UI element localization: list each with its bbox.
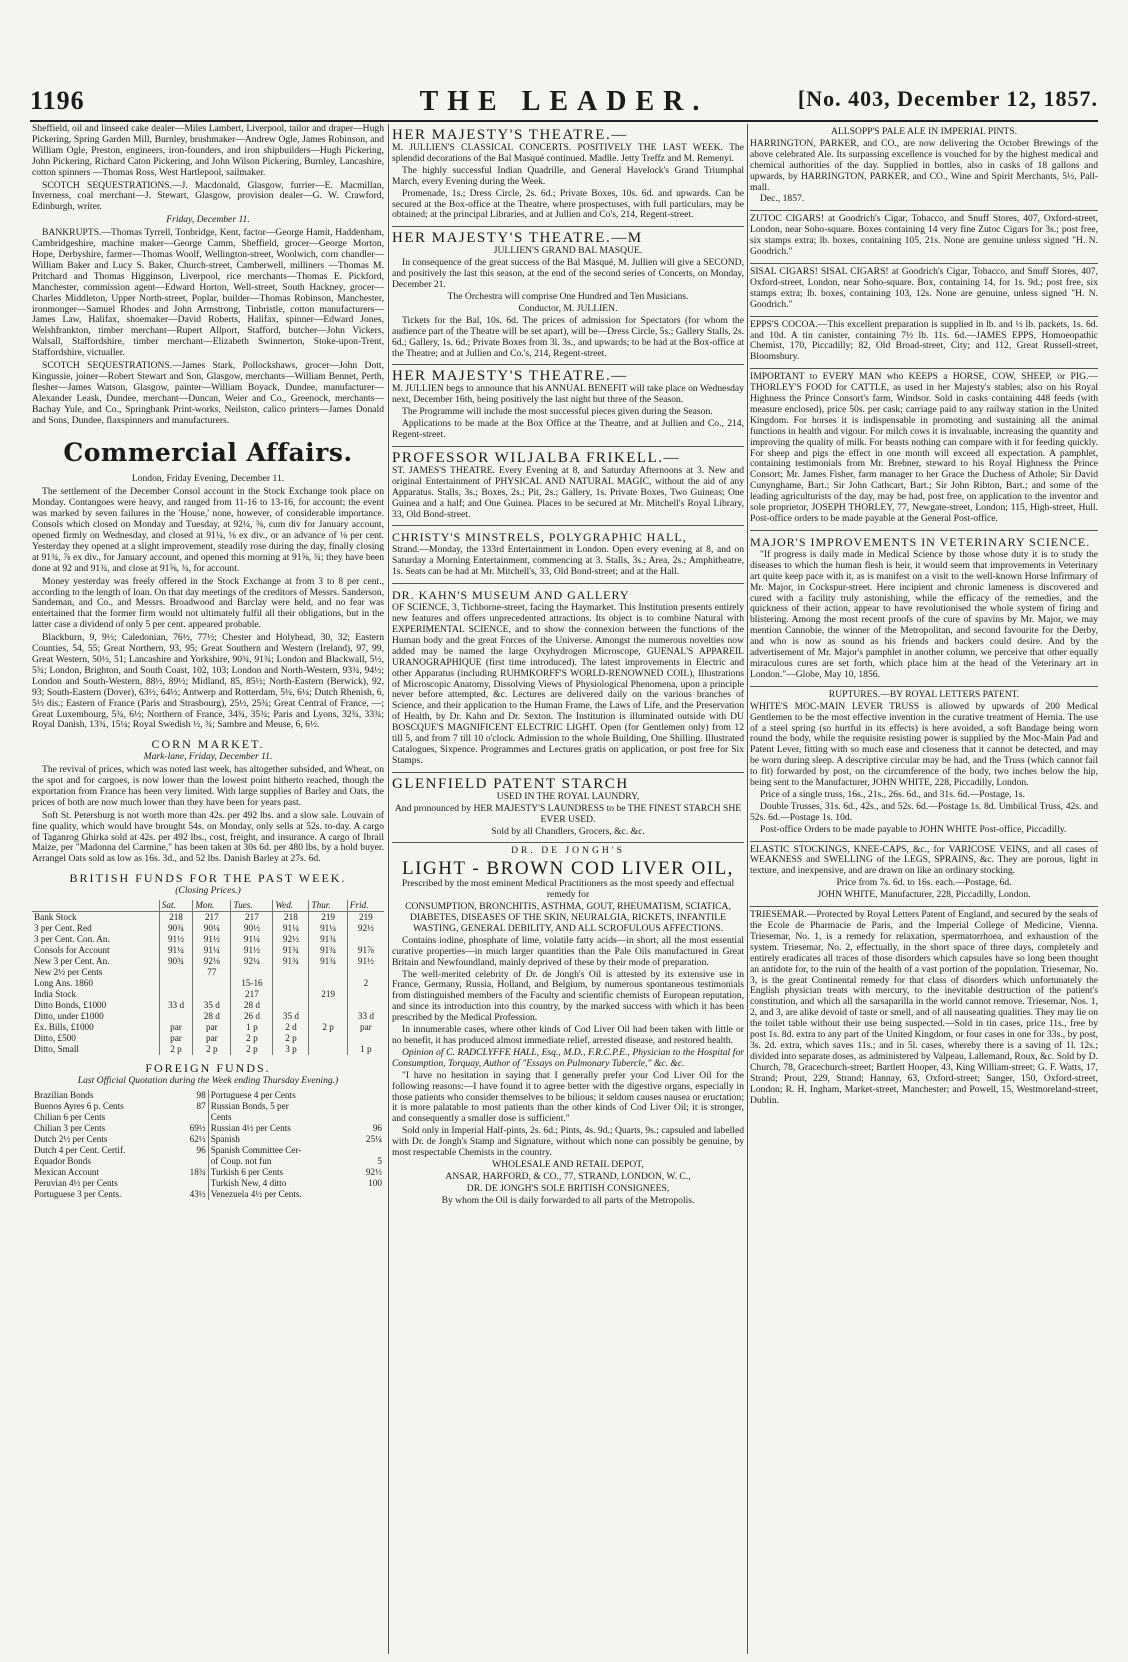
- foreign-fund-price: 25¼: [365, 1133, 382, 1144]
- scotch-sequestrations: SCOTCH SEQUESTRATIONS.—J. Macdonald, Glasgow, furrier—E. Macmillan, Inverness, coal merchant—J. Stewart, Glasgow, provision dealer—G. W. Crawford, Edinburgh, writer.: [32, 179, 384, 213]
- fund-name: Bank Stock: [34, 912, 77, 923]
- fund-name: Ditto, Small: [34, 1044, 79, 1055]
- ad-closing: By whom the Oil is daily forwarded to all parts of the Metropolis.: [441, 1194, 695, 1206]
- ad-body: WHITE'S MOC-MAIN LEVER TRUSS is allowed by upwards of 200 Medical Gentlemen to be the most effective invention in the curative treatment of Hernia. The use of a steel spring (so hurtful in its effects) is here avoided, a soft Bandage being worn round the body, while the requisite resisting power is supplied by the Moc-Main Pad and Patent Lever, fitting with so much ease and closeness that it cannot be detected, and may be worn during sleep. A descriptive circular may be had, and the Truss (which cannot fail to fit) forwarded by post, on the circumference of the body, two inches below the hip, being sent to the Manufacturer, JOHN WHITE, 228, Piccadilly, London.: [750, 700, 1098, 789]
- fund-price: [309, 1044, 347, 1055]
- fund-price: [193, 989, 231, 1000]
- fund-price: 2 d: [273, 1022, 309, 1033]
- fund-price: [347, 1033, 384, 1044]
- fund-price: 217: [231, 989, 273, 1000]
- ad-maker: JOHN WHITE, Manufacturer, 228, Piccadilly, London.: [817, 889, 1031, 901]
- fund-price: 91¾: [309, 945, 347, 956]
- ad-title: HER MAJESTY'S THEATRE.—: [392, 368, 628, 385]
- ad-price: Price of a single truss, 16s., 21s., 26s. 6d., and 31s. 6d.—Postage, 1s.: [760, 788, 1025, 800]
- fund-name: India Stock: [34, 989, 77, 1000]
- ad-allsopps-ale: [750, 124, 1098, 211]
- fund-price: 219: [309, 989, 347, 1000]
- ad-subtitle: JULLIEN'S GRAND BAL MASQUE.: [493, 245, 643, 257]
- scotch-sequestrations-2: SCOTCH SEQUESTRATIONS.—James Stark, Pollockshaws, grocer—John Dott, Kingussie, joiner—Robert Stewart and Son, Glasgow, merchants—William Bennet, Perth, flesher—James Watson, Glasgow, painter—William Boyack, Dundee, manufacturer—Alexander Leask, Dundee, merchant—Duncan, Weier and Co., Greenock, merchants—Bachay Yule, and Co., Springbank Print-works, Neilston, calico printers—James Donald and Sons, Dundee, flaxspinners and manufacturers.: [32, 360, 384, 426]
- commercial-paragraph: The settlement of the December Consol account in the Stock Exchange took place on Monday. Contangoes were heavy, and ranged from 11-16 to 13-16, for account; the event was marked by seven failures in the 'House,' none, however, of considerable importance. Consols which closed on Monday and Tuesday, at 92¼, ⅜, cum div for January account, opened firmly on Wednesday, and closed at 91¼, ⅛ ex div., or an advance of ⅛ per cent. Yesterday they opened at a slight improvement, steadily rose during the day, finally closing at 91¾, ⅞ ex div., for January account, and opened this morning at 91⅝, ¾; they have been done at 92 and 91¾, and close at 91⅝, ¾, for account.: [32, 486, 384, 574]
- foreign-fund-price: 43½: [177, 1189, 208, 1200]
- fund-price: 91¾: [309, 934, 347, 945]
- fund-price: 33 d: [159, 1000, 192, 1011]
- fund-price: 90½: [231, 923, 273, 934]
- fund-price: [273, 989, 309, 1000]
- ad-body: ELASTIC STOCKINGS, KNEE-CAPS, &c., for VARICOSE VEINS, and all cases of WEAKNESS and SWELLING of the LEGS, SPRAINS, &c. They are porous, light in texture, and inexpensive, and are drawn on like an ordinary stocking.: [750, 843, 1098, 877]
- ad-body: Strand.—Monday, the 133rd Entertainment in London. Open every evening at 8, and on Saturday a Morning Entertainment, commencing at 3. Stalls, 3s.; Area, 2s.; Amphitheatre, 1s. Seats can be had at Mr. Mitchell's, 33, Old Bond-street; and at the Hall.: [392, 544, 744, 578]
- fund-price: 92½: [347, 923, 384, 934]
- foreign-fund-price: 69½: [177, 1123, 208, 1134]
- fund-price: 91¼: [159, 945, 192, 956]
- funds-column-header: Thur.: [309, 900, 347, 912]
- fund-price: par: [159, 1022, 192, 1033]
- foreign-fund-row: [32, 1090, 384, 1101]
- fund-price: [273, 1000, 309, 1011]
- fund-price: [309, 1000, 347, 1011]
- fund-price: 92¼: [231, 956, 273, 967]
- ad-body: And pronounced by HER MAJESTY'S LAUNDRESS to be THE FINEST STARCH SHE EVER USED.: [394, 802, 742, 825]
- foreign-fund-price: [353, 1101, 384, 1112]
- foreign-funds-subheading: Last Official Quotation during the Week ending Thursday Evening.): [77, 1075, 339, 1086]
- foreign-fund-price: [177, 1156, 208, 1167]
- fund-price: 91½: [193, 934, 231, 945]
- fund-price: 2 p: [159, 1044, 192, 1055]
- foreign-funds-heading: FOREIGN FUNDS.: [145, 1061, 271, 1076]
- funds-row: [32, 956, 384, 967]
- fund-price: par: [193, 1022, 231, 1033]
- ad-orders: Post-office Orders to be made payable to JOHN WHITE Post-office, Piccadilly.: [760, 823, 1067, 835]
- ad-body: In innumerable cases, where other kinds of Cod Liver Oil had been taken with little or no benefit, it has produced almost immediate relief, arrested disease, and restored health.: [392, 1024, 744, 1046]
- ad-body: ZUTOC CIGARS! at Goodrich's Cigar, Tobacco, and Snuff Stores, 407, Oxford-street, London, near Soho-square. Boxes containing 14 very fine Zutoc Cigars for 3s.; post free, six stamps extra; lb. boxes, containing 105, 21s. None are genuine unless signed "H. N. Goodrich.": [750, 213, 1098, 258]
- ad-ailments: CONSUMPTION, BRONCHITIS, ASTHMA, GOUT, RHEUMATISM, SCIATICA, DIABETES, DISEASES OF THE SKIN, NEURALGIA, RICKETS, INFANTILE WASTING, GENERAL DEBILITY, AND ALL SCROFULOUS AFFECTIONS.: [405, 901, 731, 934]
- foreign-fund-price: 18¾: [177, 1167, 208, 1178]
- masthead: [30, 86, 1098, 120]
- fund-name: Consols for Account: [34, 945, 110, 956]
- foreign-fund-name: of Coup. not fun: [210, 1155, 272, 1166]
- commercial-affairs-heading: Commercial Affairs.: [63, 438, 353, 468]
- railway-quotes: Blackburn, 9, 9½; Caledonian, 76½, 77½; Chester and Holyhead, 30, 32; Eastern Counties, 54, 55; Great Northern, 93, 95; Great Southern and Western (Ireland), 97, 99, Great Western, 50½, 51; Lancashire and Yorkshire, 90¾, 91¾; London and Blackwall, 5½, 5¾; London, Brighton, and South Coast, 102, 103; London and North-Western, 93¾, 94½; London and South-Western, 88½, 89½; Midland, 85, 85½; North-Eastern (Berwick), 92, 93; South-Eastern (Dover), 63½, 64½; Antwerp and Rotterdam, 5¼, 6¼; Dutch Rhenish, 6, 5½ dis.; Eastern of France (Paris and Strasbourg), 25½, 25¾; Great Central of France, —; Great Luxembourg, 5¾, 6½; Northern of France, 34¾, 35¾; Paris and Lyons, 32¾, 33¾; Royal Danish, 13¾, 15¼; Royal Swedish ½, ¾; Sambre and Meuse, 6, 6½.: [32, 632, 384, 731]
- ad-title: HER MAJESTY'S THEATRE.—: [392, 127, 628, 143]
- fund-price: 26 d: [231, 1011, 273, 1022]
- ad-de-jongh-oil: [392, 843, 744, 1211]
- ad-body: EPPS'S COCOA.—This excellent preparation is supplied in lb. and ½ lb. packets, 1s. 6d. and 10d. A tin canister, containing 7½ lb. 11s. 6d.—JAMES EPPS, Homoeopathic Chemist, 170, Piccadilly; 82, Old Broad-street, City; and 112, Great Russell-street, Bloomsbury.: [750, 318, 1098, 363]
- fund-price: 1 p: [231, 1022, 273, 1033]
- fund-price: 2 p: [309, 1022, 347, 1033]
- foreign-fund-name: Portuguese 3 per Cents.: [34, 1188, 122, 1199]
- fund-price: [347, 934, 384, 945]
- ad-depot: WHOLESALE AND RETAIL DEPOT,: [492, 1158, 644, 1170]
- fund-price: 91¼: [309, 923, 347, 934]
- foreign-fund-name: Russian Bonds, 5 per: [210, 1100, 289, 1111]
- ad-price: Double Trusses, 31s. 6d., 42s., and 52s. 6d.—Postage 1s. 8d. Umbilical Truss, 42s. and 52s. 6d.—Postage 1s. 10d.: [750, 800, 1098, 823]
- ad-price: Price from 7s. 6d. to 16s. each.—Postage, 6d.: [836, 877, 1012, 889]
- ad-body: The highly successful Indian Quadrille, and General Havelock's Grand Triumphal March, every Evening during the Week.: [392, 164, 744, 187]
- bankrupt-list-continued: Sheffield, oil and linseed cake dealer—Miles Lambert, Liverpool, tailor and draper—Hugh Pickering, Spring Garden Mill, Burnley, brushmaker—Andrew Ogle, James Robinson, and William Ogle, Preston, engineers, iron-founders, and iron shipbuilders—Hugh Pickering, John Pickering, Richard Caton Pickering, and John Wilson Pickering, Burnley, Lancashire, cotton spinners —Thomas Ross, West Hartlepool, sailmaker.: [32, 124, 384, 178]
- foreign-fund-row: [32, 1178, 384, 1189]
- corn-paragraph: The revival of prices, which was noted last week, has altogether subsided, and Wheat, on the spot and for cargoes, is now lower than the lowest point hitherto reached, though the exportation from France has been very limited. With large supplies of Barley and Oats, the prices of both are now much lower than they have been for years past.: [32, 764, 384, 808]
- fund-price: 28 d: [193, 1011, 231, 1022]
- fund-price: [273, 967, 309, 978]
- foreign-fund-price: [353, 1112, 384, 1123]
- foreign-fund-name: Mexican Account: [34, 1166, 100, 1177]
- fund-name: 3 per Cent. Red: [34, 923, 92, 934]
- foreign-fund-row: [32, 1145, 384, 1156]
- ad-kahns-museum: [392, 584, 744, 773]
- ad-body: Contains iodine, phosphate of lime, volatile fatty acids—in short, all the most essential curative properties—in much larger quantities than the Pale Oils manufactured in Great Britain and Newfoundland, mainly deprived of these by their mode of preparation.: [392, 934, 744, 968]
- fund-price: 91¾: [273, 945, 309, 956]
- ad-christys-minstrels: [392, 526, 744, 584]
- fund-price: 90¾: [159, 956, 192, 967]
- newspaper-title: THE LEADER.: [419, 86, 709, 117]
- fund-price: [159, 967, 192, 978]
- foreign-fund-row: [32, 1123, 384, 1134]
- foreign-fund-price: [353, 1189, 384, 1200]
- fund-price: [347, 989, 384, 1000]
- fund-price: [309, 978, 347, 989]
- funds-column-header: Sat.: [159, 900, 192, 912]
- fund-price: 91¼: [231, 934, 273, 945]
- ad-conductor: Conductor, M. JULLIEN.: [518, 302, 618, 314]
- fund-name: Ditto Bonds, £1000: [34, 1000, 107, 1011]
- foreign-fund-price: 87: [177, 1101, 208, 1112]
- fund-price: 33 d: [347, 1011, 384, 1022]
- foreign-fund-row: [32, 1101, 384, 1112]
- fund-price: 91¼: [273, 923, 309, 934]
- fund-price: 2: [347, 978, 384, 989]
- fund-price: 1 p: [347, 1044, 384, 1055]
- ad-title: CHRISTY'S MINSTRELS, POLYGRAPHIC HALL,: [392, 530, 687, 545]
- column-divider: [388, 124, 389, 1654]
- fund-price: 92½: [273, 934, 309, 945]
- fund-price: 91½: [159, 934, 192, 945]
- corn-market-heading: CORN MARKET.: [151, 737, 265, 752]
- foreign-fund-name: Cents: [210, 1111, 232, 1122]
- column-divider: [747, 124, 748, 1654]
- ad-subtitle: USED IN THE ROYAL LAUNDRY,: [496, 790, 640, 802]
- foreign-fund-price: 5: [377, 1155, 382, 1166]
- funds-column-header: Tues.: [231, 900, 273, 912]
- ad-title: HER MAJESTY'S THEATRE.—M: [392, 230, 643, 247]
- funds-row: [32, 945, 384, 956]
- foreign-fund-name: Peruvian 4½ per Cents: [34, 1177, 118, 1188]
- ad-headline: LIGHT - BROWN COD LIVER OIL,: [402, 858, 734, 880]
- ad-body: SISAL CIGARS! SISAL CIGARS! at Goodrich's Cigar, Tobacco, and Snuff Stores, 407, Oxford-street, London, near Soho-square. Box, containing 14, for 1s. 9d.; post free, six stamps extra; lb. boxes, containing 103, 12s. None are genuine, unless signed "H. N. Goodrich.": [750, 265, 1098, 310]
- fund-price: 35 d: [193, 1000, 231, 1011]
- fund-price: [309, 1011, 347, 1022]
- funds-row: [32, 1000, 384, 1011]
- foreign-fund-price: 92½: [365, 1166, 382, 1177]
- ad-title: GLENFIELD PATENT STARCH: [392, 775, 629, 792]
- fund-price: 3 p: [273, 1044, 309, 1055]
- foreign-fund-price: 98: [177, 1090, 208, 1101]
- fund-price: par: [159, 1033, 192, 1044]
- ad-title: MAJOR'S IMPROVEMENTS IN VETERINARY SCIENCE.: [750, 534, 1091, 549]
- page-number: 1196: [30, 86, 85, 115]
- ad-body: OF SCIENCE, 3, Tichborne-street, facing the Haymarket. This Institution presents entirely new features and offers unprecedented attractions. Its object is to combine Natural with EXPERIMENTAL SCIENCE, and to show the connexion between the functions of the Human body and the great Forces of the Universe. Amongst the numerous novelties now added may be named the large Oxyhydrogen Microscope, GUENAL'S APPAREIL URANOGRAPHIQUE (first time introduced). The latest improvements in Electric and other Apparatus (including RUHMKORFF'S WORLD-RENOWNED COIL), Illustrations of Microscopic Anatomy, Dissolving Views of Physiological Phenomena, upon a principle never before attempted, &c. Lectures are delivered daily on the various branches of Science, and their application to the Human Frame, the Laws of Life, and the Preservation of Health, by Dr. Kahn and Dr. Sexton. The Institution is illuminated outside with DU BOSCQUE'S MAGNIFICENT ELECTRIC LIGHT. Open (for Gentlemen only) from 12 till 5, and from 7 till 10 o'clock. Admission to the whole Building, One Shilling. Illustrated Catalogues, Sixpence. Programmes and Lectures gratis on application, or post free for Six Stamps.: [392, 602, 744, 766]
- foreign-fund-price: [353, 1090, 384, 1101]
- ad-body: In consequence of the great success of the Bal Masqué, M. Jullien will give a SECOND, and positively the last this season, at the end of the second series of Concerts, on Monday, December 21.: [392, 257, 744, 291]
- foreign-fund-price: 100: [368, 1177, 382, 1188]
- ad-bal-masque: [392, 227, 744, 365]
- ad-body: The Programme will include the most successful pieces given during the Season.: [402, 406, 713, 418]
- funds-row: [32, 934, 384, 945]
- masthead-rule: [30, 120, 1098, 122]
- foreign-fund-price: 96: [177, 1145, 208, 1156]
- fund-price: 2 p: [193, 1044, 231, 1055]
- foreign-fund-price: [353, 1145, 384, 1156]
- funds-row: [32, 1044, 384, 1055]
- ad-body: Sold by all Chandlers, Grocers, &c. &c.: [491, 825, 645, 837]
- funds-column-header: Wed.: [273, 900, 309, 912]
- fund-price: 2 p: [231, 1033, 273, 1044]
- ad-body: IMPORTANT to EVERY MAN who KEEPS a HORSE, COW, SHEEP, or PIG.—THORLEY'S FOOD for CATTLE, as used in her Majesty's stables; also on his Royal Highness the Prince Consort's farm, Windsor. Sold in casks containing 448 feeds (with measure enclosed), price 50s. per cask; carriage paid to any railway station in the United Kingdom. For horses it is indispensable in promoting and sustaining all the animal functions in health and vigour. For milch cows it is invaluable, increasing the quantity and improving the quality of milk. For beasts nothing can compare with it for feeding quickly. For sheep and pigs the effect in one month will exceed all expectation. A pamphlet, containing testimonials from Mr. Brebner, steward to his Royal Highness the Prince Consort; Mr. James Fisher, farm manager to her Grace the Duchess of Athole; Sir David Cunynghame, Bart.; Sir John Cathcart, Bart.; Sir John Ribton, Bart.; and some of the leading agriculturists of the day, may be had, post free, on application to the inventor and sole proprietor, JOSEPH THORLEY, 77, Newgate-street, London; 115, High-street, Hull. Post-office orders to be made payable at the General Post-office.: [750, 371, 1098, 524]
- commercial-paragraph: Money yesterday was freely offered in the Stock Exchange at from 3 to 8 per cent., according to the length of loan. On that day meetings of the creditors of Messrs. Sanderson, Sandeman, and Co., and Messrs. Broadwood and Barclay were held, and no fear was entertained that the former firm would not ultimately fulfil all their obligations, but in the latter case a dividend of only 5 per cent. appeared probable.: [32, 575, 384, 631]
- british-funds-table: [32, 900, 384, 1055]
- fund-price: 35 d: [273, 1011, 309, 1022]
- foreign-fund-name: Dutch 2½ per Cents: [34, 1133, 108, 1144]
- fund-price: [309, 1033, 347, 1044]
- ad-subtitle: M. JULLIEN'S CLASSICAL CONCERTS. POSITIVELY THE LAST WEEK. The splendid decorations of the Bal Masqué continued. Madlle. Jetty Treffz and M. Remenyi.: [392, 142, 744, 164]
- ad-body: M. JULLIEN begs to announce that his ANNUAL BENEFIT will take place on Wednesday next, December 16th, being positively the last night but three of the Season.: [392, 383, 744, 406]
- ad-title: DR. KAHN'S MUSEUM AND GALLERY: [392, 588, 630, 603]
- foreign-fund-name: Venezuela 4½ per Cents.: [210, 1188, 302, 1199]
- ad-white-truss: [750, 687, 1098, 842]
- ad-body: TRIESEMAR.—Protected by Royal Letters Patent of England, and secured by the seals of the Ecole de Pharmacie de Paris, and the Imperial College of Medicine, Vienna. Triesemar, No. 1, is a remedy for relaxation, spermatorrhoea, and exhaustion of the system. Triesemar, No. 2, effectually, in the short space of three days, completely and entirely eradicates all traces of those disorders which capsules have so long been thought an antidote for, to the ruin of the health of a vast portion of the population. Triesemar, No. 3, is the great Continental remedy for that class of disorders which unfortunately the English physician treats with mercury, to the inevitable destruction of the patient's constitution, and which all the sarsaparilla in the world cannot remove. Triesemar, Nos. 1, 2, and 3, are alike devoid of taste or smell, and of all nauseating qualities. They may lie on the toilet table without their use being suspected.—Sold in tin cases, price 11s., free by post 1s. 8d. extra to any part of the United Kingdom, or four cases in one for 33s., by post, 3s. 2d. extra, which saves 11s.; and in 5l. cases, whereby there is a saving of 1l. 12s.; divided into separate doses, as administered by Valpeau, Lallemand, Roux, &c. Sold by D. Church, 78, Gracechurch-street; Bartlett Hooper, 43, King William-street; G. F. Watts, 17, Strand; Prout, 229, Strand; Hannay, 63, Oxford-street; Sanger, 150, Oxford-street, London; R. H. Ingham, Market-street, Manchester; and Powell, 15, Westmoreland-street, Dublin.: [750, 909, 1098, 1106]
- funds-column-header: [32, 900, 159, 912]
- fund-price: [231, 967, 273, 978]
- fund-price: 91¾: [309, 956, 347, 967]
- fund-name: 3 per Cent. Con. An.: [34, 934, 110, 945]
- ad-subtitle: Prescribed by the most eminent Medical Practitioners as the most speedy and effectual remedy for: [401, 878, 735, 901]
- ad-body: The Orchestra will comprise One Hundred and Ten Musicians.: [447, 290, 689, 302]
- fund-price: 15-16: [231, 978, 273, 989]
- foreign-funds-table: [32, 1090, 384, 1200]
- fund-price: 218: [273, 912, 309, 924]
- foreign-fund-price: 62½: [177, 1134, 208, 1145]
- fund-price: 218: [159, 912, 192, 924]
- fund-name: Ex. Bills, £1000: [34, 1022, 94, 1033]
- fund-name: New 3 per Cent. An.: [34, 956, 110, 967]
- fund-price: 217: [231, 912, 273, 924]
- fund-price: par: [193, 1033, 231, 1044]
- fund-price: 219: [309, 912, 347, 924]
- funds-row: [32, 1033, 384, 1044]
- ad-opinion: Opinion of C. RADCLYFFE HALL, Esq., M.D., F.R.C.P.E., Physician to the Hospital for Consumption, Torquay, Author of "Essays on Pulmonary Tubercle," &c. &c.: [392, 1046, 744, 1069]
- ad-body: Sold only in Imperial Half-pints, 2s. 6d.; Pints, 4s. 9d.; Quarts, 9s.; capsuled and labelled with Dr. de Jongh's Stamp and Signature, without which none can possibly be genuine, by most respectable Chemists in the country.: [392, 1125, 744, 1159]
- fund-price: 92⅛: [193, 956, 231, 967]
- foreign-fund-name: Chilian 6 per Cents: [34, 1111, 106, 1122]
- ad-zutoc-cigars: [750, 211, 1098, 264]
- ad-her-majestys-concerts: [392, 124, 744, 227]
- issue-date: [No. 403, December 12, 1857.: [797, 86, 1098, 111]
- ad-body: HARRINGTON, PARKER, and CO., are now delivering the October Brewings of the above celebrated Ale. Its surpassing excellence is vouched for by the highest medical and chemical authorities of the day. Supplied in bottles, also in casks of 18 gallons and upwards, by HARRINGTON, PARKER, and CO., Wine and Spirit Merchants, 5½, Pall-mall.: [750, 137, 1098, 193]
- ad-professor-frikell: [392, 447, 744, 527]
- foreign-fund-name: Chilian 3 per Cents: [34, 1122, 106, 1133]
- date-subheading: Friday, December 11.: [166, 214, 250, 226]
- ad-epps-cocoa: [750, 317, 1098, 370]
- ad-glenfield-starch: [392, 773, 744, 844]
- ad-triesemar: [750, 907, 1098, 1111]
- foreign-fund-row: [32, 1134, 384, 1145]
- corn-date: Mark-lane, Friday, December 11.: [143, 751, 273, 763]
- fund-price: [347, 1000, 384, 1011]
- fund-price: 219: [347, 912, 384, 924]
- funds-row: [32, 1011, 384, 1022]
- column-1: [32, 124, 384, 1654]
- fund-price: [193, 978, 231, 989]
- foreign-fund-row: [32, 1189, 384, 1200]
- foreign-fund-name: Brazilian Bonds: [34, 1089, 94, 1100]
- funds-row: [32, 912, 384, 924]
- foreign-fund-price: [177, 1178, 208, 1189]
- foreign-fund-name: Turkish New, 4 ditto: [210, 1177, 287, 1188]
- fund-price: 217: [193, 912, 231, 924]
- fund-name: Ditto, under £1000: [34, 1011, 104, 1022]
- fund-price: 91¼: [193, 945, 231, 956]
- ad-title: DR. DE JONGH'S: [511, 845, 625, 857]
- fund-price: [159, 1011, 192, 1022]
- funds-row: [32, 978, 384, 989]
- ad-date: Dec., 1857.: [760, 193, 805, 205]
- foreign-fund-name: Spanish: [210, 1133, 240, 1144]
- ad-body: The well-merited celebrity of Dr. de Jongh's Oil is attested by its extensive use in France, Germany, Russia, Holland, and Belgium, by numerous spontaneous testimonials from distinguished members of the Faculty and scientific chemists of European reputation, and since its introduction into this country, by the marked success with which it has been prescribed by the Medical Profession.: [392, 968, 744, 1024]
- ad-title: ALLSOPP'S PALE ALE IN IMPERIAL PINTS.: [831, 126, 1017, 137]
- ad-body: Promenade, 1s.; Dress Circle, 2s. 6d.; Private Boxes, 10s. 6d. and upwards. Can be secured at the Box-office at the Theatre, where prospectuses, with full particulars, may be obtained; at the principal Libraries, and at Jullien and Co's, 214, Regent-street.: [392, 187, 744, 221]
- fund-price: 91¾: [273, 956, 309, 967]
- ad-body: Tickets for the Bal, 10s. 6d. The prices of admission for Spectators (for whom the audience part of the Theatre will be set apart), will be—Dress Circle, 5s.; Gallery Stalls, 2s. 6d.; Gallery, 1s. 6d.; Private Boxes from 3l. 3s., and upwards; to be had at the Box-office at the Theatre; and at Jullien and Co.'s, 214, Regent-street.: [392, 314, 744, 359]
- fund-name: New 2½ per Cents: [34, 967, 103, 978]
- column-3: [750, 124, 1098, 1654]
- fund-price: [273, 978, 309, 989]
- british-funds-subheading: (Closing Prices.): [175, 885, 241, 897]
- funds-column-header: Mon.: [193, 900, 231, 912]
- foreign-fund-row: [32, 1112, 384, 1123]
- fund-name: Ditto, £500: [34, 1033, 76, 1044]
- ad-quote: "I have no hesitation in saying that I generally prefer your Cod Liver Oil for the following reasons:—I have found it to agree better with the digestive organs, especially in those patients who consider themselves to be bilious; it seldom causes nausea or eructation; it is more palatable to most patients than the other kinds of Cod Liver Oil; it is stronger, and consequently a smaller dose is sufficient.": [392, 1069, 744, 1125]
- fund-name: Long Ans. 1860: [34, 978, 93, 989]
- ad-title: RUPTURES.—BY ROYAL LETTERS PATENT.: [828, 688, 1020, 700]
- ad-body: ST. JAMES'S THEATRE. Every Evening at 8, and Saturday Afternoons at 3. New and original Entertainment of PHYSICAL AND NATURAL MAGIC, without the aid of any Apparatus. Stalls, 3s.; Boxes, 2s.; Pit, 2s.; Gallery, 1s. Private Boxes, Two Guineas; One Guinea and a half; and One Guinea. Places to be secured at Mr. Mitchell's Royal Library, 33, Old Bond-street.: [392, 464, 744, 520]
- dateline: London, Friday Evening, December 11.: [131, 473, 285, 485]
- foreign-fund-name: Equador Bonds: [34, 1155, 91, 1166]
- foreign-fund-price: 96: [372, 1122, 382, 1133]
- fund-price: par: [347, 1022, 384, 1033]
- foreign-fund-name: Portuguese 4 per Cents: [210, 1089, 296, 1100]
- fund-price: 91⅞: [347, 945, 384, 956]
- fund-price: 90¼: [193, 923, 231, 934]
- funds-row: [32, 967, 384, 978]
- fund-price: [309, 967, 347, 978]
- foreign-fund-name: Buenos Ayres 6 p. Cents: [34, 1100, 124, 1111]
- foreign-fund-price: [177, 1112, 208, 1123]
- ad-elastic-stockings: [750, 842, 1098, 908]
- foreign-fund-row: [32, 1156, 384, 1167]
- fund-price: 90¾: [159, 923, 192, 934]
- foreign-fund-name: Spanish Committee Cer-: [210, 1144, 302, 1155]
- fund-price: 91½: [347, 956, 384, 967]
- funds-row: [32, 923, 384, 934]
- fund-price: 28 d: [231, 1000, 273, 1011]
- fund-price: [159, 989, 192, 1000]
- fund-price: [159, 978, 192, 989]
- foreign-fund-name: Dutch 4 per Cent. Certif.: [34, 1144, 126, 1155]
- ad-body: "If progress is daily made in Medical Science by those whose duty it is to study the diseases to which the human flesh is heir, it would seem that improvements in Veterinary art quite keep pace with it, as is manifest on a visit to the well-known Horse Infirmary of Mr. Major, in Cockspur-street. Here incipient and chronic lameness is discovered and cured with a facility truly astonishing, while the efficacy of the remedies, and the quickness of their action, appear to have revolutionised the whole system of firing and blistering. Among the most recent proofs of the cure of spavins by Mr. Major, we may mention Cannobie, the winner of the Metropolitan, and second favourite for the Derby, and who is now as sound as his friends and backers could desire. And by the advertisement of Mr. Major's pamphlet in another column, we perceive that other equally miraculous cures are set forth, which place him at the head of the Veterinary art in London."—Globe, May 10, 1856.: [750, 548, 1098, 680]
- foreign-fund-name: Turkish 6 per Cents: [210, 1166, 284, 1177]
- ad-thorley-cattle-food: [750, 369, 1098, 531]
- corn-paragraph: Soft St. Petersburg is not worth more than 42s. per 492 lbs. and a slow sale. Louvain of fine quality, which would have brought 54s. on Monday, only sells at 52s. to-day. A cargo of Taganrog Ghirka sold at 42s. per 492 lbs., cost, freight, and insurance. A cargo of Ibrail Maize, per "Madonna del Carmine," has been taken at 30s 6d. per 480 lbs, by a hold buyer. Arrangel Oats sold as low as 16s. 3d., and 52 lbs. Danish Barley at 27s. 6d.: [32, 809, 384, 865]
- bankrupts-list: BANKRUPTS.—Thomas Tyrrell, Tonbridge, Kent, factor—George Hamit, Haddenham, Cambridgeshire, machine maker—George Camm, Sheffield, grocer—George Morton, Hope, Derbyshire, farmer—Thomas Woolf, Wellington-street, Woolwich, corn chandler—William Baker and Lucy S. Baker, Church-street, Camberwell, milliners —Thomas M. Pritchard and Thomas Higginson, Liverpool, rice merchants—Thomas E. Pickford, Manchester, commission agent—Edward Horton, Well-street, South Hackney, grocer—Charles Middleton, Upper North-street, Poplar, builder—Thomas Robinson, Manchester, ironmonger—Samuel Rhodes and John Armstrong, Tinbristle, cotton manufacturers—James Law, Halifax, shoemaker—David Roberts, Halifax, spinner—Edward Jones, Welshfrankton, timber merchant—Rupert Allport, Stafford, butcher—John Vickers, Walsall, Staffordshire, timber merchant—Elizabeth Swinnerton, Stoke-upon-Trent, Staffordshire, victualler.: [32, 227, 384, 359]
- funds-column-header: Frid.: [347, 900, 384, 912]
- ad-sisal-cigars: [750, 264, 1098, 317]
- ad-majors-veterinary: [750, 531, 1098, 687]
- column-2: [392, 124, 744, 1654]
- foreign-fund-name: Russian 4½ per Cents: [210, 1122, 291, 1133]
- funds-row: [32, 1022, 384, 1033]
- foreign-fund-row: [32, 1167, 384, 1178]
- fund-price: 77: [193, 967, 231, 978]
- fund-price: 91½: [231, 945, 273, 956]
- ad-address: ANSAR, HARFORD, & CO., 77, STRAND, LONDON, W. C.,: [445, 1170, 691, 1182]
- ad-body: Applications to be made at the Box Office at the Theatre, and at Jullien and Co., 214, Regent-street.: [392, 418, 744, 441]
- british-funds-heading: BRITISH FUNDS FOR THE PAST WEEK.: [69, 871, 347, 886]
- fund-price: 2 p: [273, 1033, 309, 1044]
- fund-price: 2 p: [231, 1044, 273, 1055]
- ad-title: PROFESSOR WILJALBA FRIKELL.—: [392, 449, 681, 466]
- fund-price: [347, 967, 384, 978]
- ad-consignees: DR. DE JONGH'S SOLE BRITISH CONSIGNEES,: [466, 1182, 670, 1194]
- ad-jullien-benefit: [392, 365, 744, 447]
- funds-row: [32, 989, 384, 1000]
